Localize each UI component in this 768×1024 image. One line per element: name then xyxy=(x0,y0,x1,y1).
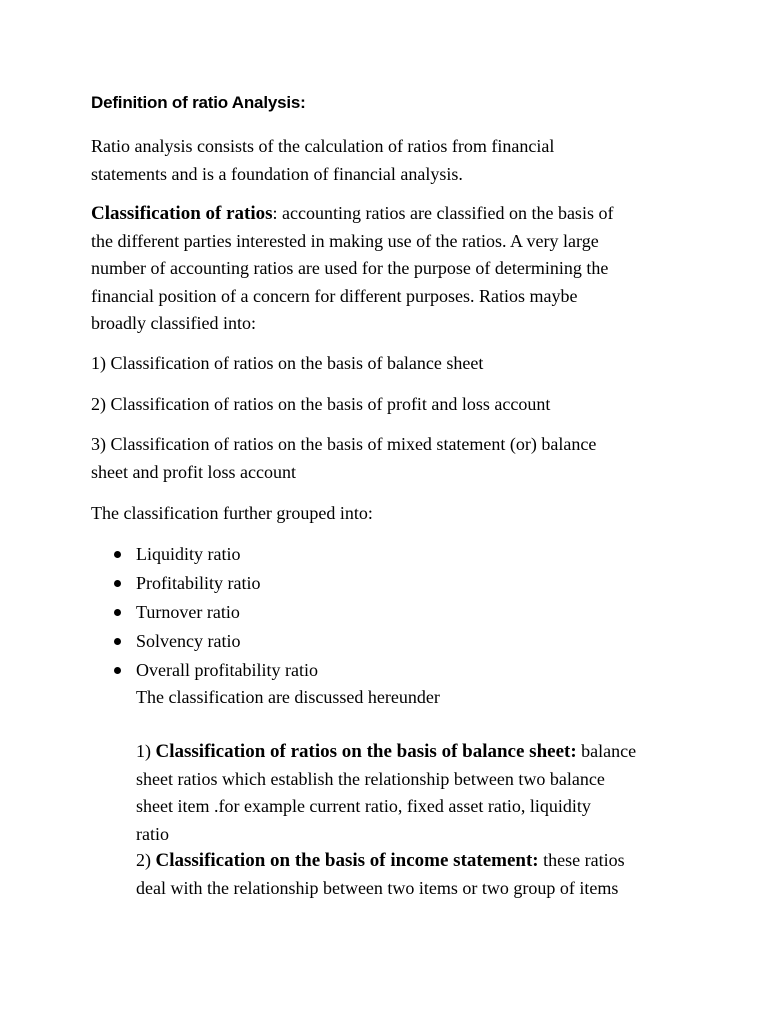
section-2-line-2: deal with the relationship between two items or two group of items xyxy=(136,877,619,898)
section-1-term: Classification of ratios on the basis of balance sheet: xyxy=(155,741,577,762)
section-1-line-4: ratio xyxy=(136,823,169,844)
numbered-item-2-text: 2) Classification of ratios on the basis of profit and loss account xyxy=(91,394,551,414)
bullet-icon xyxy=(114,609,121,616)
intro-paragraph xyxy=(91,133,691,188)
numbered-item-2 xyxy=(91,391,691,419)
section-1-paragraph xyxy=(136,738,696,848)
discussed-text: The classification are discussed hereunder xyxy=(136,687,440,707)
section-2-line-1-rest: these ratios xyxy=(538,850,625,870)
list-item xyxy=(91,540,318,569)
intro-line-1: Ratio analysis consists of the calculation of ratios from financial xyxy=(91,136,555,156)
bullet-icon xyxy=(114,580,121,587)
numbered-item-3-line-2: sheet and profit loss account xyxy=(91,461,296,482)
grouped-intro xyxy=(91,500,691,528)
list-item-label: Profitability ratio xyxy=(136,573,261,593)
ratio-types-list xyxy=(91,540,318,685)
classification-line-4: financial position of a concern for different purposes. Ratios maybe xyxy=(91,285,578,306)
section-2-term: Classification on the basis of income statement: xyxy=(155,850,539,871)
list-item xyxy=(91,656,318,685)
classification-line-5: broadly classified into: xyxy=(91,313,256,333)
bullet-icon xyxy=(114,551,121,558)
classification-line-1-rest: : accounting ratios are classified on the basis of xyxy=(272,203,614,223)
list-item xyxy=(91,627,318,656)
list-item-label: Solvency ratio xyxy=(136,631,241,651)
section-1-line-2: sheet ratios which establish the relationship between two balance xyxy=(136,768,605,789)
section-1-line-1-rest: balance xyxy=(576,741,637,761)
intro-line-2: statements and is a foundation of financial analysis. xyxy=(91,163,463,184)
bullet-icon xyxy=(114,638,121,645)
classification-term: Classification of ratios xyxy=(91,203,273,224)
list-item xyxy=(91,598,318,627)
section-2-line-1 xyxy=(136,847,696,875)
classification-paragraph xyxy=(91,200,691,338)
numbered-item-3 xyxy=(91,431,691,486)
section-1-line-1 xyxy=(136,738,696,766)
discussed-note xyxy=(136,684,696,712)
bullet-icon xyxy=(114,667,121,674)
section-2-paragraph xyxy=(136,847,696,902)
section-2-number: 2) xyxy=(136,850,156,870)
numbered-item-1 xyxy=(91,350,691,378)
numbered-item-3-line-1: 3) Classification of ratios on the basis of mixed statement (or) balance xyxy=(91,434,597,454)
list-item-label: Turnover ratio xyxy=(136,602,240,622)
classification-line-1 xyxy=(91,200,691,228)
classification-line-2: the different parties interested in making use of the ratios. A very large xyxy=(91,230,599,251)
page-title: Definition of ratio Analysis: xyxy=(91,93,306,112)
classification-line-3: number of accounting ratios are used for the purpose of determining the xyxy=(91,258,609,278)
section-1-number: 1) xyxy=(136,741,156,761)
numbered-item-1-text: 1) Classification of ratios on the basis of balance sheet xyxy=(91,353,484,373)
list-item-label: Overall profitability ratio xyxy=(136,660,318,680)
section-1-line-3: sheet item .for example current ratio, fixed asset ratio, liquidity xyxy=(136,796,591,816)
grouped-intro-text: The classification further grouped into: xyxy=(91,503,373,523)
list-item-label: Liquidity ratio xyxy=(136,544,241,564)
list-item xyxy=(91,569,318,598)
